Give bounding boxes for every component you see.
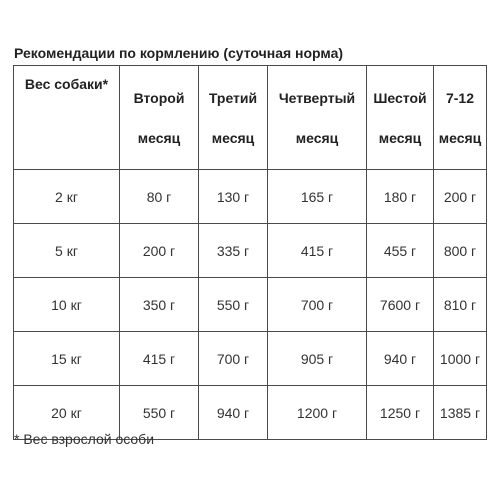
- cell-month-7-12: 1385 г: [434, 386, 487, 440]
- header-dog-weight: Вес собаки*: [14, 66, 120, 170]
- cell-month-6: 7600 г: [367, 278, 434, 332]
- header-line-1: Третий: [208, 89, 258, 106]
- table-row: [14, 278, 487, 332]
- cell-month-3: 550 г: [199, 278, 268, 332]
- cell-month-2: 415 г: [120, 332, 199, 386]
- cell-month-6: 180 г: [367, 170, 434, 224]
- header-month-4: [268, 66, 367, 170]
- cell-month-3: 940 г: [199, 386, 268, 440]
- feeding-table: [13, 65, 487, 440]
- cell-month-7-12: 800 г: [434, 224, 487, 278]
- cell-weight: 20 кг: [14, 386, 120, 440]
- cell-month-7-12: 200 г: [434, 170, 487, 224]
- header-line-1: Шестой: [373, 89, 427, 106]
- cell-month-2: 550 г: [120, 386, 199, 440]
- table-header-row: [14, 66, 487, 170]
- header-line-1: Второй: [133, 89, 185, 106]
- header-line-2: месяц: [137, 129, 181, 146]
- header-line-2: месяц: [438, 129, 482, 146]
- cell-weight: 5 кг: [14, 224, 120, 278]
- header-line-2: месяц: [378, 129, 422, 146]
- cell-weight: 2 кг: [14, 170, 120, 224]
- page-title: Рекомендации по кормлению (суточная норма): [14, 45, 344, 61]
- header-line-2: месяц: [211, 129, 255, 146]
- cell-month-6: 1250 г: [367, 386, 434, 440]
- table-row: [14, 170, 487, 224]
- cell-weight: 15 кг: [14, 332, 120, 386]
- cell-month-6: 940 г: [367, 332, 434, 386]
- cell-weight: 10 кг: [14, 278, 120, 332]
- cell-month-3: 130 г: [199, 170, 268, 224]
- cell-month-4: 415 г: [268, 224, 367, 278]
- cell-month-7-12: 1000 г: [434, 332, 487, 386]
- cell-month-3: 335 г: [199, 224, 268, 278]
- footnote: * Вес взрослой особи: [14, 431, 155, 447]
- cell-month-2: 80 г: [120, 170, 199, 224]
- cell-month-2: 200 г: [120, 224, 199, 278]
- cell-month-4: 165 г: [268, 170, 367, 224]
- cell-month-2: 350 г: [120, 278, 199, 332]
- cell-month-4: 905 г: [268, 332, 367, 386]
- cell-month-7-12: 810 г: [434, 278, 487, 332]
- header-line-1: 7-12: [445, 89, 475, 106]
- header-month-7-12: [434, 66, 487, 170]
- header-month-3: [199, 66, 268, 170]
- header-month-6: [367, 66, 434, 170]
- cell-month-4: 1200 г: [268, 386, 367, 440]
- header-month-2: [120, 66, 199, 170]
- table-row: [14, 332, 487, 386]
- cell-month-4: 700 г: [268, 278, 367, 332]
- header-line-1: Четвертый: [278, 89, 356, 106]
- cell-month-3: 700 г: [199, 332, 268, 386]
- cell-month-6: 455 г: [367, 224, 434, 278]
- header-line-2: месяц: [295, 129, 339, 146]
- table-row: [14, 224, 487, 278]
